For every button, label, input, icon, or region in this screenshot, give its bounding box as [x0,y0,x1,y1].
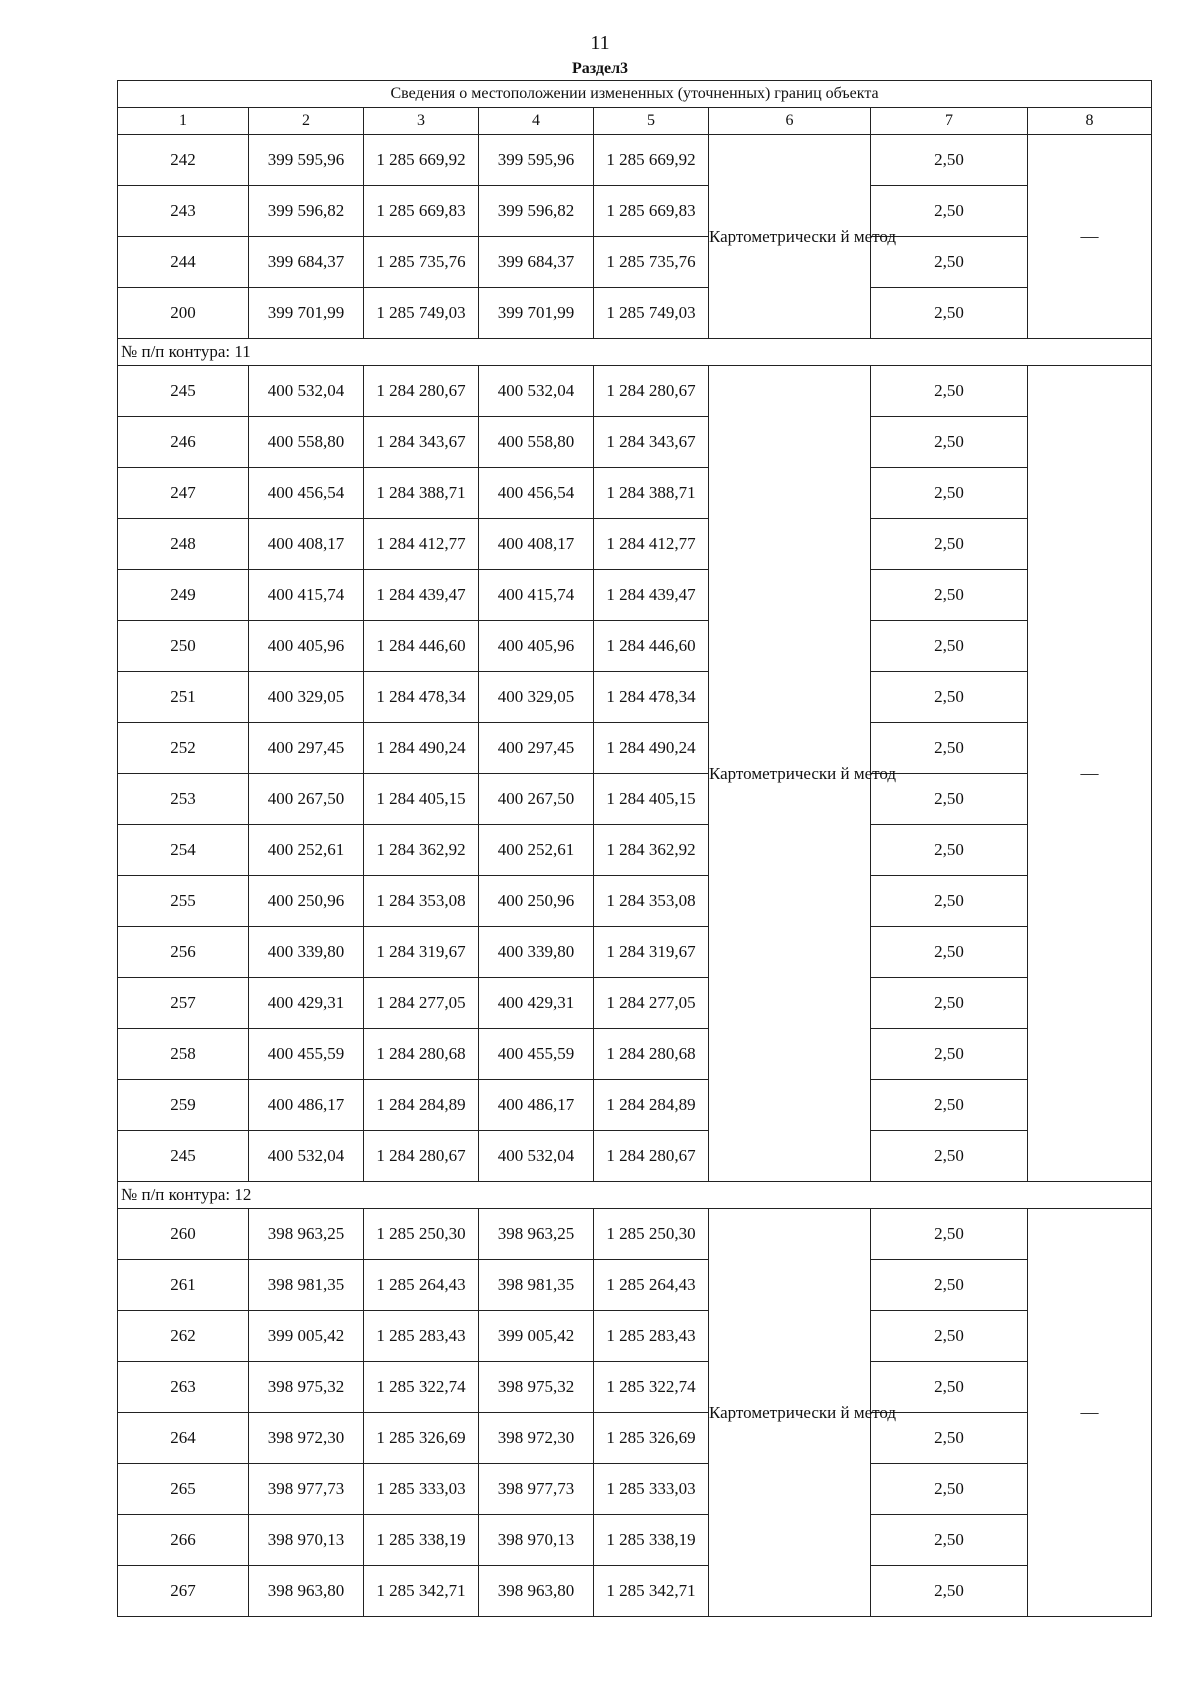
y-coordinate-cell: 1 285 669,83 [364,186,479,237]
x-coordinate-cell: 400 456,54 [249,468,364,519]
x-coordinate-cell: 400 405,96 [479,621,594,672]
accuracy-cell: 2,50 [871,1362,1028,1413]
accuracy-cell: 2,50 [871,237,1028,288]
x-coordinate-cell: 399 701,99 [249,288,364,339]
point-number-cell: 251 [118,672,249,723]
x-coordinate-cell: 400 415,74 [249,570,364,621]
y-coordinate-cell: 1 284 280,67 [594,366,709,417]
accuracy-cell: 2,50 [871,519,1028,570]
accuracy-cell: 2,50 [871,1260,1028,1311]
x-coordinate-cell: 398 963,25 [479,1209,594,1260]
table-row [118,1413,1152,1464]
y-coordinate-cell: 1 284 362,92 [594,825,709,876]
x-coordinate-cell: 400 408,17 [249,519,364,570]
point-number-cell: 267 [118,1566,249,1617]
contour-label: № п/п контура: 11 [118,339,1152,366]
note-cell: — [1028,1209,1152,1617]
x-coordinate-cell: 398 963,80 [479,1566,594,1617]
x-coordinate-cell: 398 975,32 [479,1362,594,1413]
x-coordinate-cell: 400 558,80 [249,417,364,468]
y-coordinate-cell: 1 284 388,71 [594,468,709,519]
x-coordinate-cell: 399 684,37 [249,237,364,288]
y-coordinate-cell: 1 284 490,24 [594,723,709,774]
accuracy-cell: 2,50 [871,927,1028,978]
table-row [118,1131,1152,1182]
point-number-cell: 261 [118,1260,249,1311]
y-coordinate-cell: 1 285 338,19 [594,1515,709,1566]
point-number-cell: 262 [118,1311,249,1362]
section-title: Раздел3 [571,60,629,77]
y-coordinate-cell: 1 285 264,43 [594,1260,709,1311]
x-coordinate-cell: 400 532,04 [249,1131,364,1182]
point-number-cell: 265 [118,1464,249,1515]
y-coordinate-cell: 1 285 250,30 [364,1209,479,1260]
table-row [118,1260,1152,1311]
x-coordinate-cell: 399 596,82 [479,186,594,237]
note-cell: — [1028,366,1152,1182]
x-coordinate-cell: 398 963,80 [249,1566,364,1617]
page-number: 11 [590,32,610,54]
x-coordinate-cell: 399 596,82 [249,186,364,237]
column-number: 8 [1028,108,1152,135]
x-coordinate-cell: 400 486,17 [479,1080,594,1131]
y-coordinate-cell: 1 284 412,77 [364,519,479,570]
note-cell: — [1028,135,1152,339]
contour-label: № п/п контура: 12 [118,1182,1152,1209]
x-coordinate-cell: 400 558,80 [479,417,594,468]
table-row [118,1464,1152,1515]
y-coordinate-cell: 1 285 342,71 [364,1566,479,1617]
accuracy-cell: 2,50 [871,672,1028,723]
point-number-cell: 258 [118,1029,249,1080]
y-coordinate-cell: 1 285 669,83 [594,186,709,237]
point-number-cell: 245 [118,366,249,417]
table-row [118,417,1152,468]
table-caption: Сведения о местоположении измененных (уточненных) границ объекта [118,81,1152,108]
y-coordinate-cell: 1 285 264,43 [364,1260,479,1311]
table-row [118,519,1152,570]
table-row [118,366,1152,417]
accuracy-cell: 2,50 [871,366,1028,417]
x-coordinate-cell: 400 250,96 [249,876,364,927]
y-coordinate-cell: 1 284 280,68 [364,1029,479,1080]
x-coordinate-cell: 399 005,42 [479,1311,594,1362]
table-row [118,1029,1152,1080]
y-coordinate-cell: 1 284 353,08 [594,876,709,927]
y-coordinate-cell: 1 284 280,68 [594,1029,709,1080]
accuracy-cell: 2,50 [871,570,1028,621]
table-row [118,978,1152,1029]
x-coordinate-cell: 400 252,61 [479,825,594,876]
column-number: 7 [871,108,1028,135]
contour-label-row [118,339,1152,366]
table-row [118,186,1152,237]
y-coordinate-cell: 1 285 669,92 [364,135,479,186]
table-row [118,1566,1152,1617]
y-coordinate-cell: 1 285 326,69 [594,1413,709,1464]
x-coordinate-cell: 400 329,05 [249,672,364,723]
y-coordinate-cell: 1 284 280,67 [364,1131,479,1182]
table-row [118,1209,1152,1260]
table-row [118,237,1152,288]
accuracy-cell: 2,50 [871,621,1028,672]
accuracy-cell: 2,50 [871,135,1028,186]
table-row [118,621,1152,672]
y-coordinate-cell: 1 284 490,24 [364,723,479,774]
column-number: 3 [364,108,479,135]
point-number-cell: 249 [118,570,249,621]
table-row [118,672,1152,723]
x-coordinate-cell: 400 267,50 [479,774,594,825]
x-coordinate-cell: 400 339,80 [479,927,594,978]
x-coordinate-cell: 398 972,30 [479,1413,594,1464]
table-body [118,135,1152,1617]
x-coordinate-cell: 400 329,05 [479,672,594,723]
point-number-cell: 252 [118,723,249,774]
y-coordinate-cell: 1 284 388,71 [364,468,479,519]
x-coordinate-cell: 400 252,61 [249,825,364,876]
table-row [118,1311,1152,1362]
table-row [118,876,1152,927]
table-row [118,723,1152,774]
point-number-cell: 266 [118,1515,249,1566]
x-coordinate-cell: 398 970,13 [479,1515,594,1566]
accuracy-cell: 2,50 [871,1515,1028,1566]
x-coordinate-cell: 400 532,04 [249,366,364,417]
y-coordinate-cell: 1 284 343,67 [364,417,479,468]
y-coordinate-cell: 1 285 735,76 [594,237,709,288]
x-coordinate-cell: 398 972,30 [249,1413,364,1464]
y-coordinate-cell: 1 284 412,77 [594,519,709,570]
point-number-cell: 259 [118,1080,249,1131]
y-coordinate-cell: 1 285 338,19 [364,1515,479,1566]
method-cell: Картометрически й метод [709,366,871,1182]
point-number-cell: 257 [118,978,249,1029]
y-coordinate-cell: 1 285 749,03 [594,288,709,339]
point-number-cell: 264 [118,1413,249,1464]
method-cell: Картометрически й метод [709,135,871,339]
table-row [118,570,1152,621]
point-number-cell: 254 [118,825,249,876]
y-coordinate-cell: 1 284 284,89 [364,1080,479,1131]
accuracy-cell: 2,50 [871,978,1028,1029]
x-coordinate-cell: 399 595,96 [479,135,594,186]
accuracy-cell: 2,50 [871,468,1028,519]
y-coordinate-cell: 1 285 250,30 [594,1209,709,1260]
x-coordinate-cell: 400 532,04 [479,366,594,417]
x-coordinate-cell: 400 456,54 [479,468,594,519]
x-coordinate-cell: 400 486,17 [249,1080,364,1131]
point-number-cell: 242 [118,135,249,186]
accuracy-cell: 2,50 [871,1131,1028,1182]
table-row [118,288,1152,339]
y-coordinate-cell: 1 285 283,43 [594,1311,709,1362]
y-coordinate-cell: 1 285 333,03 [364,1464,479,1515]
y-coordinate-cell: 1 284 439,47 [594,570,709,621]
y-coordinate-cell: 1 285 333,03 [594,1464,709,1515]
accuracy-cell: 2,50 [871,1080,1028,1131]
accuracy-cell: 2,50 [871,1413,1028,1464]
x-coordinate-cell: 400 532,04 [479,1131,594,1182]
y-coordinate-cell: 1 285 342,71 [594,1566,709,1617]
y-coordinate-cell: 1 284 405,15 [594,774,709,825]
point-number-cell: 253 [118,774,249,825]
point-number-cell: 200 [118,288,249,339]
y-coordinate-cell: 1 285 283,43 [364,1311,479,1362]
y-coordinate-cell: 1 285 322,74 [594,1362,709,1413]
y-coordinate-cell: 1 284 439,47 [364,570,479,621]
accuracy-cell: 2,50 [871,288,1028,339]
column-number: 1 [118,108,249,135]
table-row [118,927,1152,978]
accuracy-cell: 2,50 [871,1029,1028,1080]
y-coordinate-cell: 1 285 322,74 [364,1362,479,1413]
x-coordinate-cell: 399 005,42 [249,1311,364,1362]
table-row [118,1362,1152,1413]
point-number-cell: 260 [118,1209,249,1260]
accuracy-cell: 2,50 [871,417,1028,468]
y-coordinate-cell: 1 284 343,67 [594,417,709,468]
x-coordinate-cell: 400 408,17 [479,519,594,570]
accuracy-cell: 2,50 [871,774,1028,825]
y-coordinate-cell: 1 284 277,05 [594,978,709,1029]
column-number-row [118,108,1152,135]
point-number-cell: 245 [118,1131,249,1182]
x-coordinate-cell: 398 981,35 [249,1260,364,1311]
table-row [118,774,1152,825]
x-coordinate-cell: 400 250,96 [479,876,594,927]
x-coordinate-cell: 400 405,96 [249,621,364,672]
x-coordinate-cell: 400 297,45 [249,723,364,774]
y-coordinate-cell: 1 284 446,60 [364,621,479,672]
accuracy-cell: 2,50 [871,186,1028,237]
y-coordinate-cell: 1 284 280,67 [364,366,479,417]
y-coordinate-cell: 1 285 735,76 [364,237,479,288]
y-coordinate-cell: 1 284 362,92 [364,825,479,876]
x-coordinate-cell: 400 455,59 [249,1029,364,1080]
method-cell: Картометрически й метод [709,1209,871,1617]
column-number: 5 [594,108,709,135]
x-coordinate-cell: 400 339,80 [249,927,364,978]
x-coordinate-cell: 399 595,96 [249,135,364,186]
x-coordinate-cell: 400 429,31 [249,978,364,1029]
table-row [118,468,1152,519]
column-number: 6 [709,108,871,135]
table-row [118,825,1152,876]
point-number-cell: 243 [118,186,249,237]
point-number-cell: 248 [118,519,249,570]
boundary-coordinates-table [117,80,1152,1617]
x-coordinate-cell: 398 970,13 [249,1515,364,1566]
y-coordinate-cell: 1 284 319,67 [364,927,479,978]
x-coordinate-cell: 400 415,74 [479,570,594,621]
y-coordinate-cell: 1 284 478,34 [364,672,479,723]
x-coordinate-cell: 399 701,99 [479,288,594,339]
point-number-cell: 247 [118,468,249,519]
y-coordinate-cell: 1 285 749,03 [364,288,479,339]
table-row [118,1515,1152,1566]
x-coordinate-cell: 400 297,45 [479,723,594,774]
accuracy-cell: 2,50 [871,825,1028,876]
point-number-cell: 250 [118,621,249,672]
x-coordinate-cell: 398 963,25 [249,1209,364,1260]
x-coordinate-cell: 398 975,32 [249,1362,364,1413]
accuracy-cell: 2,50 [871,876,1028,927]
y-coordinate-cell: 1 284 353,08 [364,876,479,927]
column-number: 4 [479,108,594,135]
accuracy-cell: 2,50 [871,1464,1028,1515]
point-number-cell: 256 [118,927,249,978]
y-coordinate-cell: 1 284 284,89 [594,1080,709,1131]
column-number: 2 [249,108,364,135]
accuracy-cell: 2,50 [871,723,1028,774]
table-row [118,1080,1152,1131]
x-coordinate-cell: 399 684,37 [479,237,594,288]
point-number-cell: 244 [118,237,249,288]
x-coordinate-cell: 398 977,73 [479,1464,594,1515]
x-coordinate-cell: 400 455,59 [479,1029,594,1080]
x-coordinate-cell: 400 429,31 [479,978,594,1029]
y-coordinate-cell: 1 284 277,05 [364,978,479,1029]
x-coordinate-cell: 398 977,73 [249,1464,364,1515]
accuracy-cell: 2,50 [871,1209,1028,1260]
x-coordinate-cell: 398 981,35 [479,1260,594,1311]
table-row [118,135,1152,186]
y-coordinate-cell: 1 285 326,69 [364,1413,479,1464]
y-coordinate-cell: 1 285 669,92 [594,135,709,186]
x-coordinate-cell: 400 267,50 [249,774,364,825]
point-number-cell: 246 [118,417,249,468]
y-coordinate-cell: 1 284 280,67 [594,1131,709,1182]
point-number-cell: 263 [118,1362,249,1413]
contour-label-row [118,1182,1152,1209]
y-coordinate-cell: 1 284 446,60 [594,621,709,672]
y-coordinate-cell: 1 284 405,15 [364,774,479,825]
accuracy-cell: 2,50 [871,1566,1028,1617]
y-coordinate-cell: 1 284 319,67 [594,927,709,978]
y-coordinate-cell: 1 284 478,34 [594,672,709,723]
accuracy-cell: 2,50 [871,1311,1028,1362]
point-number-cell: 255 [118,876,249,927]
